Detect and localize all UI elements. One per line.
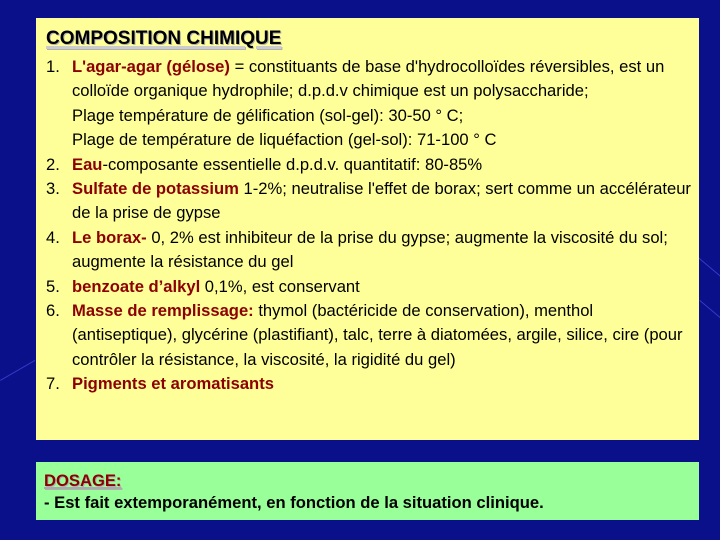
item-text: thymol (bactéricide de conservation), menthol (antiseptique), glycérine (plastifiant), talc, terre à diatomées, argile, silice, cire (pour contrôler la résistance, la viscosité, la rigidité du gel) xyxy=(72,301,683,369)
slide-title: COMPOSITION CHIMIQUE xyxy=(46,28,282,49)
item-lead: L'agar-agar (gélose) xyxy=(72,57,230,76)
item-number: 2. xyxy=(46,154,60,174)
list-item xyxy=(46,55,691,153)
list-item xyxy=(46,299,691,372)
item-number: 3. xyxy=(46,179,60,199)
item-number: 5. xyxy=(46,276,60,296)
dosage-panel xyxy=(36,462,699,520)
dosage-title: DOSAGE: xyxy=(44,471,122,490)
item-lead: Sulfate de potassium xyxy=(72,179,239,199)
item-text: 0, 2% est inhibiteur de la prise du gypse; augmente la viscosité du sol; augmente la résistance du gel xyxy=(72,227,668,272)
item-lead: Eau xyxy=(72,154,103,174)
composition-list xyxy=(46,55,691,397)
dosage-text: - Est fait extemporanément, en fonction de la situation clinique. xyxy=(44,493,544,512)
item-text: 1-2%; neutralise l'effet de borax; sert comme un accélérateur de la prise de gypse xyxy=(72,179,691,223)
item-subline: Plage température de gélification (sol-gel): 30-50 ° C; xyxy=(72,105,464,125)
item-text: -composante essentielle d.p.d.v. quantitatif: 80-85% xyxy=(102,154,483,174)
item-lead: benzoate d’alkyl xyxy=(72,276,201,296)
list-item xyxy=(46,372,691,396)
list-item xyxy=(46,177,691,226)
item-text: = constituants de base d'hydrocolloïdes réversibles, est un colloïde organique hydrophile; d.p.d.v chimique est un polysaccharide; xyxy=(72,57,665,101)
item-number: 6. xyxy=(46,301,60,321)
list-item xyxy=(46,226,691,275)
list-item xyxy=(46,153,691,177)
composition-panel xyxy=(36,18,699,440)
item-number: 7. xyxy=(46,374,60,394)
item-number: 1. xyxy=(46,57,60,76)
item-subline: Plage de température de liquéfaction (gel-sol): 71-100 ° C xyxy=(72,130,497,150)
list-item xyxy=(46,275,691,299)
item-lead: Masse de remplissage: xyxy=(72,301,254,321)
item-lead: Le borax- xyxy=(72,227,147,247)
item-text: 0,1%, est conservant xyxy=(200,276,360,296)
item-number: 4. xyxy=(46,227,60,247)
item-lead: Pigments et aromatisants xyxy=(72,374,274,394)
